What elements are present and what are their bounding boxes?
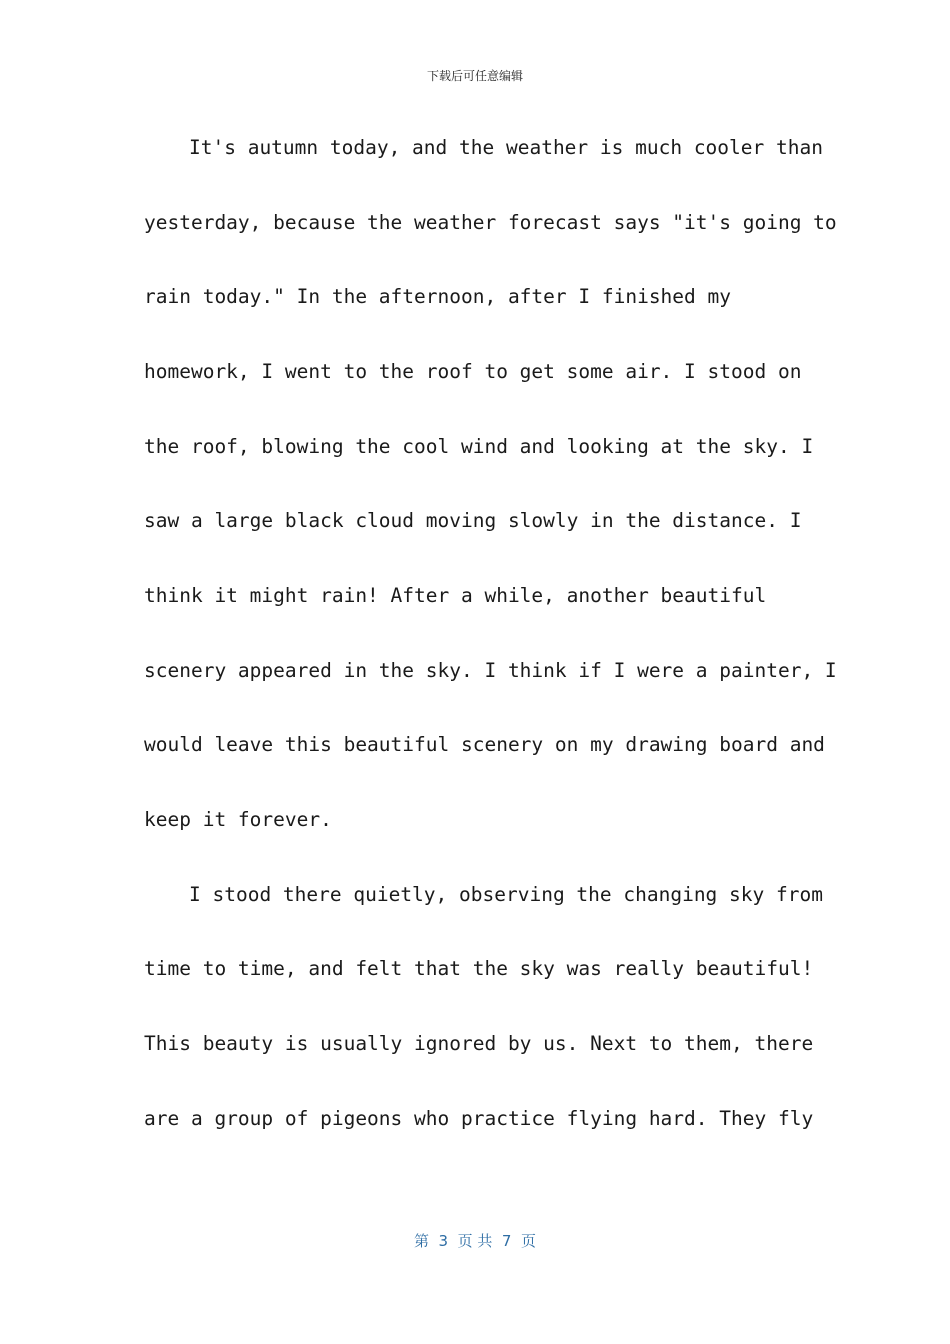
- page-number-footer: 第 3 页 共 7 页: [414, 1232, 536, 1250]
- paragraph-1-line-9: would leave this beautiful scenery on my drawing board and: [144, 733, 825, 756]
- paragraph-2-line-2: time to time, and felt that the sky was really beautiful!: [144, 957, 814, 980]
- paragraph-1-line-6: saw a large black cloud moving slowly in the distance. I: [144, 509, 802, 532]
- paragraph-1-line-5: the roof, blowing the cool wind and looking at the sky. I: [144, 435, 814, 458]
- page-header: 下载后可任意编辑: [426, 69, 523, 83]
- paragraph-2-line-3: This beauty is usually ignored by us. Next to them, there: [144, 1032, 814, 1055]
- paragraph-1-line-3: rain today." In the afternoon, after I finished my: [144, 285, 731, 308]
- paragraph-1-line-2: yesterday, because the weather forecast says "it's going to: [144, 211, 837, 234]
- paragraph-1-line-7: think it might rain! After a while, another beautiful: [144, 584, 767, 607]
- paragraph-1-line-10: keep it forever.: [144, 808, 332, 831]
- paragraph-1-line-8: scenery appeared in the sky. I think if I were a painter, I: [144, 659, 837, 682]
- paragraph-2-line-4: are a group of pigeons who practice flying hard. They fly: [144, 1107, 814, 1130]
- paragraph-1-line-1: It's autumn today, and the weather is much cooler than: [189, 136, 823, 159]
- paragraph-1-line-4: homework, I went to the roof to get some air. I stood on: [144, 360, 802, 383]
- paragraph-2-line-1: I stood there quietly, observing the changing sky from: [189, 883, 823, 906]
